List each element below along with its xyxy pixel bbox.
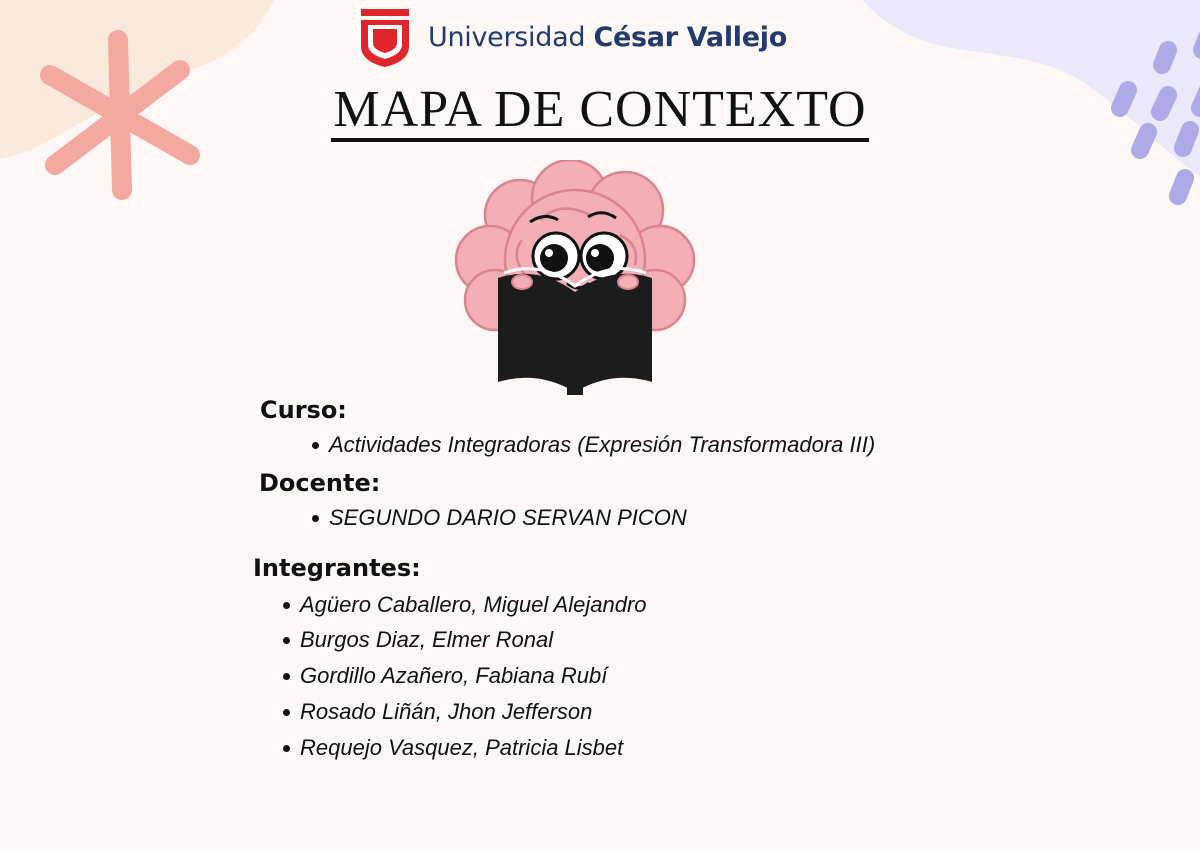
bullet-icon xyxy=(283,709,290,716)
teacher-item xyxy=(312,505,687,531)
page-title: MAPA DE CONTEXTO xyxy=(331,82,868,142)
member-name: Rosado Liñán, Jhon Jefferson xyxy=(300,699,593,724)
course-item xyxy=(312,432,875,458)
member-item xyxy=(283,592,647,618)
university-name-regular: Universidad xyxy=(428,21,586,53)
member-item xyxy=(283,735,623,761)
bullet-icon xyxy=(283,602,290,609)
brain-reading-book-icon xyxy=(450,160,700,398)
university-name-bold: César Vallejo xyxy=(593,21,787,53)
member-name: Gordillo Azañero, Fabiana Rubí xyxy=(300,663,608,688)
bullet-icon xyxy=(283,637,290,644)
member-name: Requejo Vasquez, Patricia Lisbet xyxy=(300,735,624,760)
page-title-wrapper xyxy=(0,82,1200,142)
bullet-icon xyxy=(283,745,290,752)
bullet-icon xyxy=(312,515,319,522)
bullet-icon xyxy=(283,673,290,680)
teacher-label: Docente: xyxy=(259,469,381,497)
course-label: Curso: xyxy=(260,396,347,424)
course-value: Actividades Integradoras (Expresión Transformadora III) xyxy=(329,432,876,457)
university-logo xyxy=(358,6,787,68)
member-name: Burgos Diaz, Elmer Ronal xyxy=(300,627,554,652)
bullet-icon xyxy=(312,442,319,449)
member-item xyxy=(283,699,592,725)
teacher-value: SEGUNDO DARIO SERVAN PICON xyxy=(329,505,687,530)
member-item xyxy=(283,663,607,689)
members-label: Integrantes: xyxy=(253,554,421,582)
university-name xyxy=(428,22,787,53)
member-item xyxy=(283,627,553,653)
ucv-shield-icon xyxy=(358,6,412,68)
member-name: Agüero Caballero, Miguel Alejandro xyxy=(300,592,647,617)
